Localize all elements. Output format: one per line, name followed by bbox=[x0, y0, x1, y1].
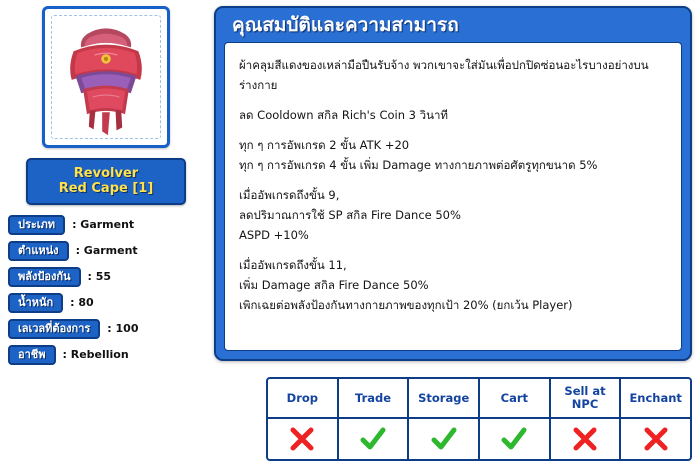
stat-label-required-level: เลเวลที่ต้องการ bbox=[8, 319, 100, 339]
description-line: เมื่ออัพเกรดถึงขั้น 9, bbox=[239, 188, 340, 202]
stat-label-type: ประเภท bbox=[8, 215, 65, 235]
description-line: ASPD +10% bbox=[239, 228, 309, 242]
stat-row-position bbox=[8, 241, 204, 261]
check-icon bbox=[500, 425, 528, 453]
stat-value-defense: : 55 bbox=[87, 270, 112, 283]
stat-row-required-level bbox=[8, 319, 204, 339]
item-summary-column bbox=[8, 6, 204, 371]
flag-header-trade: Trade bbox=[339, 379, 408, 419]
flag-cell-trade bbox=[339, 419, 408, 459]
flag-cell-cart bbox=[480, 419, 549, 459]
check-icon bbox=[430, 425, 458, 453]
flag-cell-storage bbox=[409, 419, 478, 459]
check-icon bbox=[359, 425, 387, 453]
stat-label-defense: พลังป้องกัน bbox=[8, 267, 81, 287]
description-line: ทุก ๆ การอัพเกรด 4 ขั้น เพิ่ม Damage ทางกายภาพต่อศัตรูทุกขนาด 5% bbox=[239, 158, 598, 172]
flag-column-storage bbox=[409, 379, 480, 459]
cross-icon bbox=[288, 425, 316, 453]
description-line: ลดปริมาณการใช้ SP สกิล Fire Dance 50% bbox=[239, 208, 461, 222]
description-line: เมื่ออัพเกรดถึงขั้น 11, bbox=[239, 258, 347, 272]
item-stats-list bbox=[8, 215, 204, 365]
flag-column-trade bbox=[339, 379, 410, 459]
stat-value-job: : Rebellion bbox=[62, 348, 129, 361]
item-name-line1: Revolver bbox=[73, 166, 139, 181]
flag-cell-drop bbox=[268, 419, 337, 459]
stat-row-type bbox=[8, 215, 204, 235]
description-line: ผ้าคลุมสีแดงของเหล่ามือปืนรับจ้าง พวกเขาจะใส่มันเพื่อปกปิดซ่อนอะไรบางอย่างบนร่างกาย bbox=[239, 58, 649, 92]
cross-icon bbox=[642, 425, 670, 453]
item-image-frame bbox=[42, 6, 170, 148]
flag-header-drop: Drop bbox=[268, 379, 337, 419]
description-line bbox=[239, 245, 667, 255]
stat-value-position: : Garment bbox=[75, 244, 138, 257]
description-line: เพิ่ม Damage สกิล Fire Dance 50% bbox=[239, 278, 429, 292]
stat-label-weight: น้ำหนัก bbox=[8, 293, 63, 313]
item-name-plate bbox=[26, 158, 186, 205]
flag-cell-enchant bbox=[621, 419, 690, 459]
item-flags-table bbox=[266, 377, 692, 461]
flag-header-sell-at-npc: Sell at NPC bbox=[551, 379, 620, 419]
description-line bbox=[239, 125, 667, 135]
stat-row-job bbox=[8, 345, 204, 365]
stat-value-type: : Garment bbox=[72, 218, 135, 231]
flag-column-drop bbox=[268, 379, 339, 459]
revolver-red-cape-art bbox=[45, 9, 167, 145]
description-line bbox=[239, 175, 667, 185]
description-body bbox=[224, 42, 682, 351]
stat-row-defense bbox=[8, 267, 204, 287]
flag-cell-sell-at-npc bbox=[551, 419, 620, 459]
flag-column-enchant bbox=[621, 379, 690, 459]
flag-column-cart bbox=[480, 379, 551, 459]
description-title: คุณสมบัติและความสามารถ bbox=[232, 14, 459, 36]
flag-header-storage: Storage bbox=[409, 379, 478, 419]
stat-label-position: ตำแหน่ง bbox=[8, 241, 69, 261]
cross-icon bbox=[571, 425, 599, 453]
description-panel bbox=[214, 6, 692, 361]
flag-column-sell-at-npc bbox=[551, 379, 622, 459]
item-name-line2: Red Cape [1] bbox=[58, 181, 154, 196]
stat-value-required-level: : 100 bbox=[107, 322, 139, 335]
description-line: เพิกเฉยต่อพลังป้องกันทางกายภาพของทุกเป้า 20% (ยกเว้น Player) bbox=[239, 298, 573, 312]
description-line: ลด Cooldown สกิล Rich's Coin 3 วินาที bbox=[239, 108, 448, 122]
flag-header-cart: Cart bbox=[480, 379, 549, 419]
description-line bbox=[239, 95, 667, 105]
stat-label-job: อาชีพ bbox=[8, 345, 56, 365]
flag-header-enchant: Enchant bbox=[621, 379, 690, 419]
stat-value-weight: : 80 bbox=[70, 296, 94, 309]
stat-row-weight bbox=[8, 293, 204, 313]
description-line: ทุก ๆ การอัพเกรด 2 ขั้น ATK +20 bbox=[239, 138, 410, 152]
